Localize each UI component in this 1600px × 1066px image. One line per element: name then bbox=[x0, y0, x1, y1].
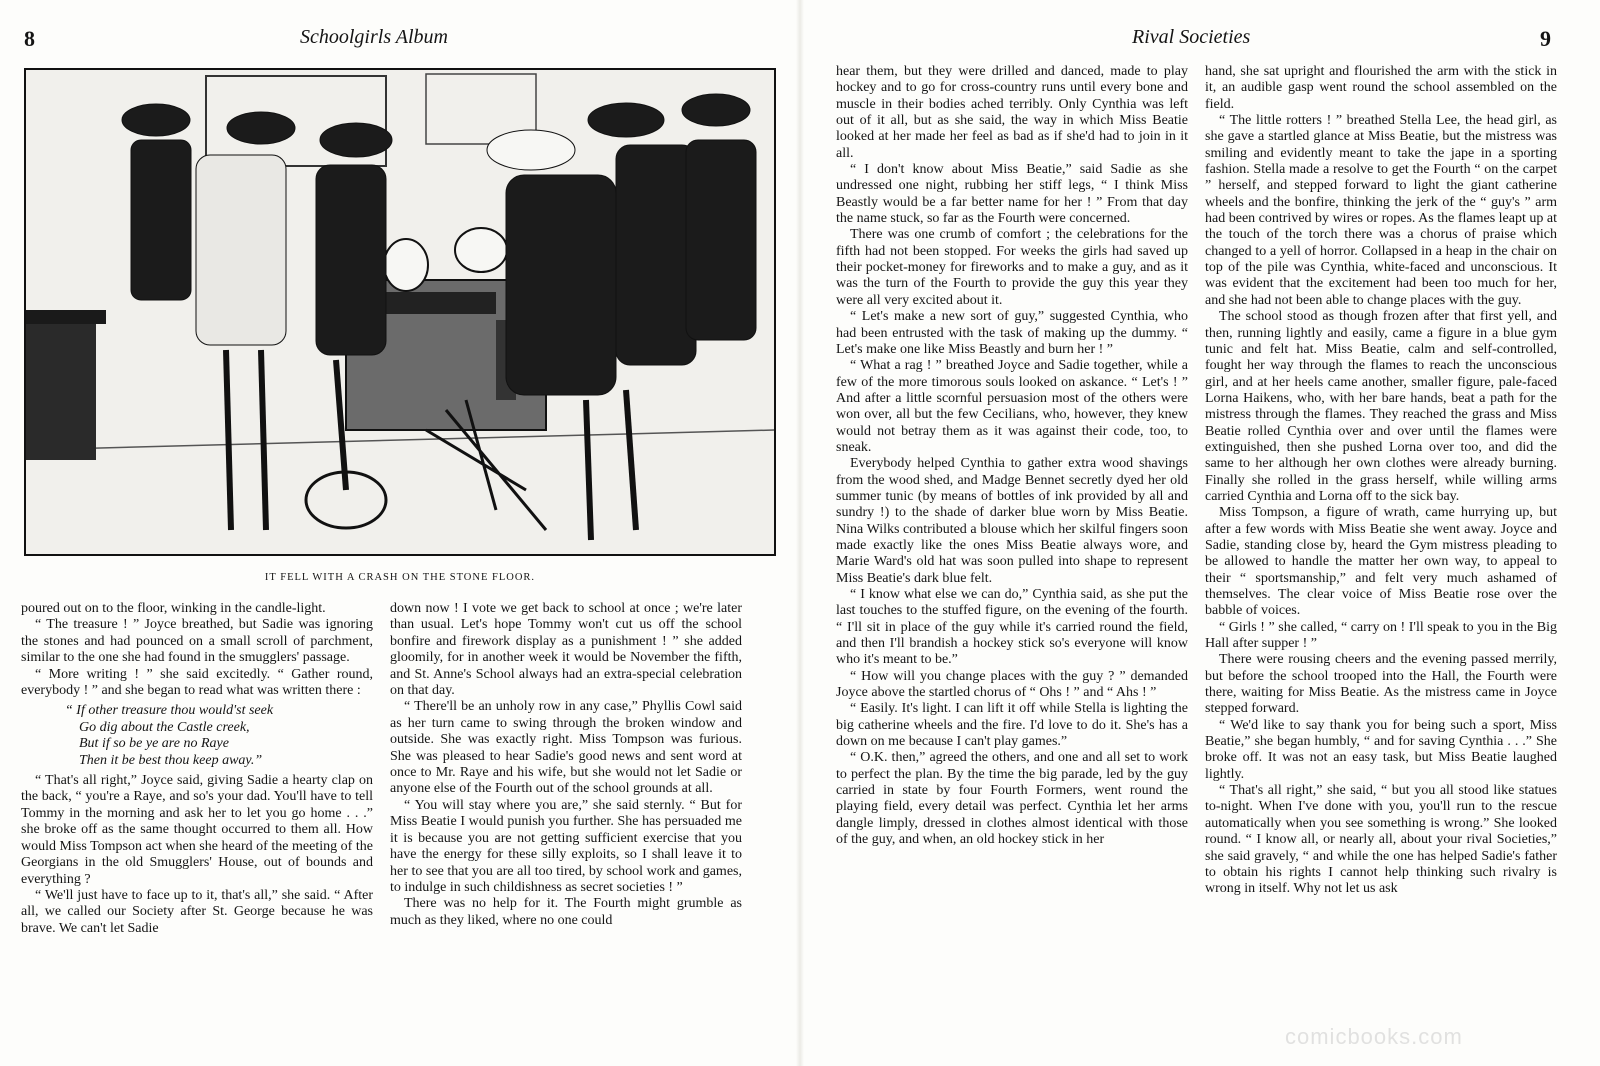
paragraph: “ We'll just have to face up to it, that's all,” she said. “ After all, we called our Society after St. George because he was brave. We can't let Sadie bbox=[21, 887, 373, 936]
paragraph: “ That's all right,” Joyce said, giving Sadie a hearty clap on the back, “ you're a Raye, and so's your dad. You'll have to tell Tommy in the morning and ask her to let you go home . . .” she broke off as the same thought occurred to them all. How would Miss Tompson act when she heard of the meeting of the Georgians in the old Smugglers' House, out of bounds and everything ? bbox=[21, 773, 373, 887]
illustration-drawing bbox=[26, 70, 774, 554]
left-column-2 bbox=[390, 601, 742, 929]
right-page bbox=[800, 0, 1600, 1066]
paragraph: down now ! I vote we get back to school at once ; we're later than usual. Let's hope Tommy won't cut us off the school bonfire and firework display as a punishment ! ” she added gloomily, for in another week it would be November the fifth, and St. Anne's School always had an extra-special celebration on that day. bbox=[390, 601, 742, 699]
paragraph: “ Let's make a new sort of guy,” suggested Cynthia, who had been entrusted with the task of making up the dummy. “ Let's make one like Miss Beastly and burn her ! ” bbox=[836, 309, 1188, 357]
paragraph: There were rousing cheers and the evening passed merrily, but before the school trooped into the Hall, the Fourth were there, waiting for Miss Beatie. As the mistress came in Joyce stepped forward. bbox=[1205, 652, 1557, 717]
paragraph: “ More writing ! ” she said excitedly. “ Gather round, everybody ! ” and she began to read what was written there : bbox=[21, 666, 373, 699]
paragraph: “ I know what else we can do,” Cynthia said, as she put the last touches to the stuffed figure, on the evening of the fourth. “ I'll sit in place of the guy while it's carried round the field, and then I'll brandish a hockey stick so's everyone will know who it's meant to be.” bbox=[836, 587, 1188, 668]
verse-line: Then it be best thou keep away.” bbox=[79, 752, 263, 768]
right-column-1 bbox=[836, 64, 1188, 849]
paragraph: “ Girls ! ” she called, “ carry on ! I'll speak to you in the Big Hall after supper ! ” bbox=[1205, 619, 1557, 652]
page-number: 9 bbox=[1540, 26, 1551, 51]
paragraph: “ We'd like to say thank you for being such a sport, Miss Beatie,” she began humbly, “ and for saving Cynthia . . .” She broke off. It was not an easy task, but Miss Beatie laughed lightly. bbox=[1205, 717, 1557, 782]
paragraph: “ O.K. then,” agreed the others, and one and all set to work to perfect the plan. By the time the big parade, led by the guy carried in state by four Fourth Formers, went round the playing field, every detail was perfect. Cynthia let her arms dangle limply, dressed in clothes almost identical with those of the guy, and when, an old hockey stick in her bbox=[836, 750, 1188, 848]
verse-line: But if so be ye are no Raye bbox=[79, 736, 229, 752]
paragraph: “ The treasure ! ” Joyce breathed, but Sadie was ignoring the stones and had pounced on a small scroll of parchment, similar to the one she had found in the smugglers' passage. bbox=[21, 617, 373, 666]
illustration bbox=[24, 68, 776, 556]
running-head: Rival Societies bbox=[1132, 26, 1251, 48]
paragraph: There was one crumb of comfort ; the celebrations for the fifth had not been stopped. For weeks the girls had saved up their pocket-money for fireworks and to make a guy, and as it was the turn of the Fourth to provide the guy this year they were all very excited about it. bbox=[836, 227, 1188, 308]
verse bbox=[65, 703, 373, 769]
paragraph: “ How will you change places with the guy ? ” demanded Joyce above the startled chorus of “ Ohs ! ” and “ Ahs ! ” bbox=[836, 668, 1188, 701]
paragraph: hear them, but they were drilled and danced, made to play hockey and to go for cross-country runs until every bone and muscle in their bodies ached terribly. Only Cynthia was left out of it all, but as she said, the way in which Miss Beatie looked at her made her feel as bad as if she'd had to join in it all. bbox=[836, 64, 1188, 161]
paragraph: “ You will stay where you are,” she said sternly. “ But for Miss Beatie I would punish you further. She has persuaded me it is because you are not getting sufficient exercise that you have the energy for these silly exploits, so I shall leave it to her to see that you are all too tired, by school work and games, to indulge in such childishness as secret societies ! ” bbox=[390, 797, 742, 895]
running-head: Schoolgirls Album bbox=[300, 26, 448, 48]
paragraph: hand, she sat upright and flourished the arm with the stick in it, an audible gasp went round the school assembled on the field. bbox=[1205, 64, 1557, 112]
paragraph: “ Easily. It's light. I can lift it off while Stella is lighting the big catherine wheels and the fire. I'd love to do it. She's has a down on me because I can't play games.” bbox=[836, 701, 1188, 750]
paragraph: Miss Tompson, a figure of wrath, came hurrying up, but after a few words with Miss Beatie she went away. Joyce and Sadie, standing close by, heard the Gym mistress pleading to be allowed to handle the matter her own way, to appeal to their “ sportsmanship,” and felt very much ashamed of themselves. The clear voice of Miss Beatie rose over the babble of voices. bbox=[1205, 505, 1557, 619]
left-column-1 bbox=[21, 601, 373, 937]
paragraph: Everybody helped Cynthia to gather extra wood shavings from the wood shed, and Madge Bennet secretly dyed her old summer tunic (by means of bottles of ink provided by all and sundry !) to the shade of darker blue worn by Miss Beatie. Nina Wilks contributed a blouse which her skilful fingers soon made exactly like the ones Miss Beatie always wore, and Marie Ward's old hat was soon pulled into shape to represent Miss Beatie's dark blue felt. bbox=[836, 456, 1188, 586]
page-number: 8 bbox=[24, 26, 35, 51]
right-column-2 bbox=[1205, 64, 1557, 898]
paragraph: “ That's all right,” she said, “ but you all stood like statues to-night. When I've done with you, you'll run to the rescue automatically when you see something is wrong.” She looked round. “ I know all, or nearly all, about your rival Societies,” she said gravely, “ and while the one has helped Sadie's father to obtain his rights I cannot help thinking such rivalry is wrong in itself. Why not let us ask bbox=[1205, 783, 1557, 897]
paragraph: The school stood as though frozen after that first yell, and then, running lightly and easily, came a figure in a blue gym tunic and felt hat. Miss Beatie, calm and self-controlled, fought her way through the flames to reach the unconscious girl, and at her heels came another, smaller figure, pale-faced Lorna Haikens, who, with her bare hands, beat a path for the mistress through the flames. They reached the grass and Miss Beatie rolled Cynthia over and over until the flames were extinguished, then she pushed Lorna over too, and did the same to her although her own clothes were already burning. Finally she rolled in the grass herself, while willing arms carried Cynthia and Lorna off to the sick bay. bbox=[1205, 309, 1557, 504]
paragraph: “ What a rag ! ” breathed Joyce and Sadie together, while a few of the more timorous souls looked on askance. “ Let's ! ” And after a little scornful persuasion most of the others were won over, all but the few Cecilians, who, however, they knew would not betray them as it was against their code, too, to sneak. bbox=[836, 358, 1188, 455]
paragraph: “ The little rotters ! ” breathed Stella Lee, the head girl, as she gave a startled glance at Miss Beatie, but the mistress was smiling and evidently meant to take the jape in a sporting fashion. Stella made a resolve to get the Fourth “ on the carpet ” herself, and stepped forward to light the giant catherine wheels and the bonfire, thinking the jerk of the “ guy's ” arm had been contrived by wires or ropes. As the flames leapt up at the touch of the torch there was a chorus of praise which changed to a yell of horror. Collapsed in a heap in the chair on top of the pile was Cynthia, white-faced and unconscious. It was evident that the excitement had been too much for her, and she had not been able to change places with the guy. bbox=[1205, 113, 1557, 308]
paragraph: poured out on to the floor, winking in the candle-light. bbox=[21, 601, 326, 616]
watermark: comicbooks.com bbox=[1285, 1024, 1463, 1049]
paragraph: “ I don't know about Miss Beatie,” said Sadie as she undressed one night, rubbing her stiff legs, “ I think Miss Beastly would be a far better name for her ! ” From that day the name stuck, so far as the Fourth were concerned. bbox=[836, 162, 1188, 227]
verse-line: “ If other treasure thou would'st seek bbox=[65, 703, 274, 719]
paragraph: There was no help for it. The Fourth might grumble as much as they liked, where no one could bbox=[390, 896, 742, 928]
verse-line: Go dig about the Castle creek, bbox=[79, 719, 250, 735]
paragraph: “ There'll be an unholy row in any case,” Phyllis Cowl said as her turn came to swing through the broken window and outside. She was exactly right. Miss Tompson was furious. She was pleased to hear Sadie's good news and sent word at once to Mr. Raye and his wife, but she would not let Sadie or anyone else of the Fourth out of the school grounds at all. bbox=[390, 699, 742, 797]
illustration-caption: IT FELL WITH A CRASH ON THE STONE FLOOR. bbox=[264, 572, 536, 583]
